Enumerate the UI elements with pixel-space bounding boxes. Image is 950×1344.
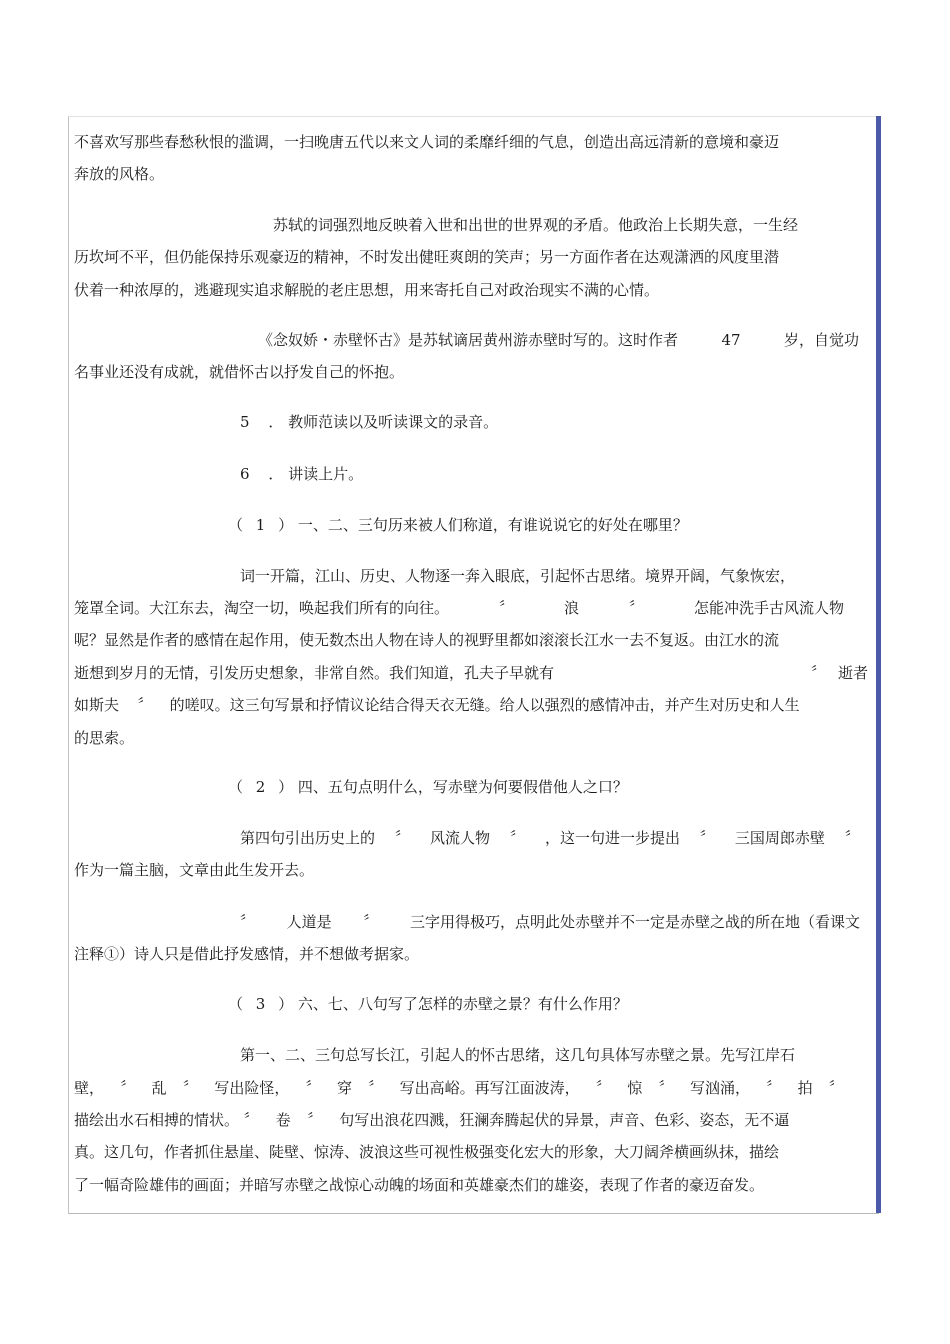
p7-l3-word: 卷	[275, 1111, 291, 1129]
p5-text-d: 三国周郎赤壁	[734, 829, 825, 847]
p4-l2-word: 浪	[563, 599, 579, 617]
p4-l5-text-a: 如斯夫	[74, 696, 120, 714]
p5-quote-2: 〞	[509, 829, 525, 847]
item-5	[240, 412, 498, 432]
p6-text-a: 人道是	[286, 913, 332, 931]
p6-quote-1: 〞	[240, 913, 256, 931]
p4-l4-quote: 〞	[810, 664, 826, 682]
p4-l2-quote-1: 〞	[498, 599, 514, 617]
p5-line-1	[240, 828, 860, 848]
question-1-number: 1	[255, 516, 266, 534]
p7-l3-quote-1: 〞	[243, 1111, 259, 1129]
p4-l4-text-b: 逝者	[837, 664, 868, 682]
p5-text-c: ，这一句进一步提出	[544, 829, 680, 847]
item-5-text: 教师范读以及听读课文的录音。	[288, 413, 499, 431]
p6-text-b: 三字用得极巧，点明此处赤壁并不一定是赤壁之战的所在地（看课文	[409, 913, 860, 931]
question-3	[228, 994, 628, 1014]
p7-l2-quote-2: 〞	[182, 1079, 198, 1097]
p7-l2-text-e: 写出高峪。再写江面波涛，	[399, 1079, 580, 1097]
question-1-text: 一、二、三句历来被人们称道，有谁说说它的好处在哪里？	[297, 516, 688, 534]
p3-line-1	[258, 330, 859, 350]
question-2-number: 2	[255, 778, 266, 796]
p7-l2-word-4: 拍	[797, 1079, 813, 1097]
item-5-dot: ．	[268, 413, 284, 431]
p7-l2-quote-8: 〞	[828, 1079, 844, 1097]
p5-text-b: 风流人物	[429, 829, 490, 847]
p7-l3-text-a: 描绘出水石相搏的情状。	[74, 1111, 240, 1129]
p4-line-5	[74, 695, 800, 715]
p7-l3-text-c: 句写出浪花四溅，狂澜奔腾起伏的异景，声音、色彩、姿态，无不逼	[339, 1111, 790, 1129]
p4-l4-text-a: 逝想到岁月的无情，引发历史想象，非常自然。我们知道，孔夫子早就有	[74, 664, 555, 682]
question-1	[228, 515, 688, 535]
p6-line-1	[240, 912, 860, 932]
p4-line-1: 词一开篇，江山、历史、人物逐一奔入眼底，引起怀古思绪。境界开阔，气象恢宏，	[240, 567, 796, 585]
question-2-close-paren: ）	[278, 778, 294, 796]
p7-l2-text-g: 写汹涌，	[689, 1079, 750, 1097]
p7-line-5: 了一幅奇险雄伟的画面；并暗写赤壁之战惊心动魄的场面和英雄豪杰们的雄姿，表现了作者的豪迈奋发。	[74, 1176, 765, 1194]
p7-l2-quote-4: 〞	[368, 1079, 384, 1097]
question-3-open-paren: （	[228, 995, 244, 1013]
p5-text-a: 第四句引出历史上的	[240, 829, 376, 847]
item-6	[240, 464, 363, 484]
p4-l2-text-a: 笼罩全词。大江东去，淘空一切，唤起我们所有的向往。	[74, 599, 450, 617]
p7-l2-quote-3: 〞	[305, 1079, 321, 1097]
question-2	[228, 777, 628, 797]
item-6-text: 讲读上片。	[288, 465, 364, 483]
p1-line-2: 奔放的风格。	[74, 165, 165, 183]
p7-line-2	[74, 1078, 844, 1098]
p4-line-3: 呢？显然是作者的感情在起作用，使无数杰出人物在诗人的视野里都如滚滚长江水一去不复返。由江水的流	[74, 631, 780, 649]
p5-line-2: 作为一篇主脑，文章由此生发开去。	[74, 861, 315, 879]
p7-l2-word-3: 惊	[627, 1079, 643, 1097]
question-2-open-paren: （	[228, 778, 244, 796]
item-6-number: 6	[240, 465, 250, 483]
p4-line-6: 的思索。	[74, 729, 135, 747]
p4-line-2	[74, 598, 844, 618]
p6-line-2: 注释①）诗人只是借此抒发感情，并不想做考据家。	[74, 945, 420, 963]
p7-l2-word-2: 穿	[336, 1079, 352, 1097]
p3-age: 47	[721, 331, 741, 349]
p1-line-1: 不喜欢写那些春愁秋恨的滥调，一扫晚唐五代以来文人词的柔靡纤细的气息，创造出高远清新的意境和豪迈	[74, 133, 780, 151]
p2-line-1: 苏轼的词强烈地反映着入世和出世的世界观的矛盾。他政治上长期失意，一生经	[273, 216, 799, 234]
p7-l2-text-c: 写出险怪，	[214, 1079, 290, 1097]
p4-l2-text-c: 怎能冲洗手古风流人物	[693, 599, 844, 617]
item-5-number: 5	[240, 413, 250, 431]
p3-text-c: 岁，自觉功	[783, 331, 859, 349]
question-3-number: 3	[255, 995, 266, 1013]
question-2-text: 四、五句点明什么，写赤壁为何要假借他人之口？	[297, 778, 628, 796]
p3-text-a: 《念奴娇・赤壁怀古》是苏轼谪居黄州游赤壁时写的。这时作者	[258, 331, 679, 349]
p7-l2-word-1: 乱	[151, 1079, 167, 1097]
right-accent-bar	[876, 116, 881, 1213]
p5-quote-4: 〞	[844, 829, 860, 847]
p7-l2-quote-6: 〞	[658, 1079, 674, 1097]
p5-quote-1: 〞	[394, 829, 410, 847]
p3-line-2: 名事业还没有成就，就借怀古以抒发自己的怀抱。	[74, 363, 405, 381]
p2-line-3: 伏着一种浓厚的，逃避现实追求解脱的老庄思想，用来寄托自己对政治现实不满的心情。	[74, 281, 660, 299]
p7-l2-quote-1: 〞	[120, 1079, 136, 1097]
p7-l3-quote-2: 〞	[307, 1111, 323, 1129]
p5-quote-3: 〞	[699, 829, 715, 847]
p7-l2-quote-7: 〞	[766, 1079, 782, 1097]
p7-line-1: 第一、二、三句总写长江，引起人的怀古思绪，这几句具体写赤壁之景。先写江岸石	[240, 1046, 796, 1064]
p4-l2-quote-2: 〞	[628, 599, 644, 617]
p7-l2-quote-5: 〞	[595, 1079, 611, 1097]
p6-quote-2: 〞	[363, 913, 379, 931]
p7-l2-text-a: 壁，	[74, 1079, 105, 1097]
p2-line-2: 历坎坷不平，但仍能保持乐观豪迈的精神，不时发出健旺爽朗的笑声；另一方面作者在达观潇洒的风度里潜	[74, 248, 780, 266]
question-1-close-paren: ）	[278, 516, 294, 534]
question-3-text: 六、七、八句写了怎样的赤壁之景？有什么作用？	[297, 995, 628, 1013]
p4-l5-text-b: 的嗟叹。这三句写景和抒情议论结合得天衣无缝。给人以强烈的感情冲击，并产生对历史和人生	[169, 696, 800, 714]
p4-line-4	[74, 663, 868, 683]
question-1-open-paren: （	[228, 516, 244, 534]
p7-line-3	[74, 1110, 789, 1130]
p7-line-4: 真。这几句，作者抓住悬崖、陡壁、惊涛、波浪这些可视性极强变化宏大的形象，大刀阔斧横画纵抹，描绘	[74, 1143, 780, 1161]
p4-l5-quote: 〞	[137, 696, 153, 714]
item-6-dot: ．	[268, 465, 284, 483]
question-3-close-paren: ）	[278, 995, 294, 1013]
